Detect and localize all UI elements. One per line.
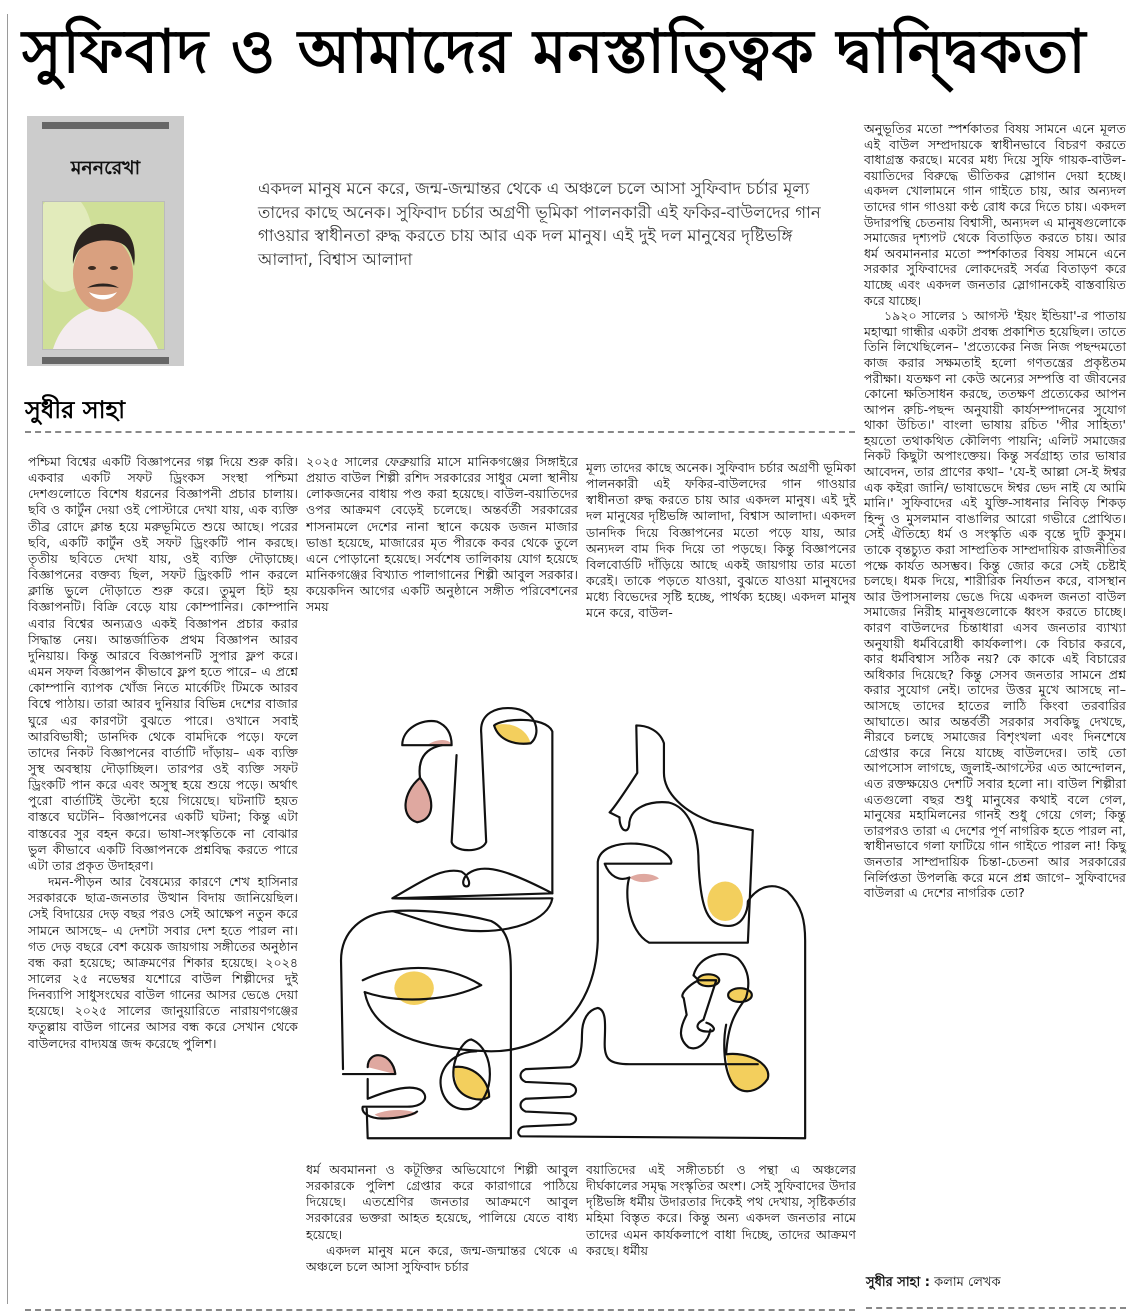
paragraph: ১৯২০ সালের ১ আগস্ট 'ইয়ং ইন্ডিয়া'-র পাতায় মহাত্মা গান্ধীর একটা প্রবন্ধ প্রকাশিত হয়েছিল। তাতে তিনি লিখেছিলেন– 'প্রত্যেকের নিজ নিজ পছন্দমতো কাজ করার সক্ষমতাই হলো গণতন্ত্রের প্রকৃষ্টতম পরীক্ষা। যতক্ষণ না কেউ অন্যের সম্পত্তি বা জীবনের কোনো ক্ষতিসাধন করছে, ততক্ষণ প্রত্যেকের আপন আপন রুচি-পছন্দ অনুযায়ী কার্যসম্পাদনের সুযোগ থাকা উচিত।' বাংলা ভাষায় রচিত 'পীর সাহিত্য' হয়তো তথাকথিত কৌলিণ্য পায়নি; এলিট সমাজের নিকট কিছুটা অপাংক্তেয়। কিন্তু সর্বগ্রাহ্য তার ভাষার আবেদন, তার প্রাণের কথা– 'যে-ই আল্লা সে-ই ঈশ্বর এক কইরা জানি/ ভাষাভেদে ঈশ্বর ভেদ নাই যে আমি মানি।' সুফিবাদের এই যুক্তি-সাধনার নিবিড় শিকড় হিন্দু ও মুসলমান বাঙালির আরো গভীরে প্রোথিত। সেই ঐতিহ্যে ধর্ম ও সংস্কৃতি এক বৃন্তে দুটি কুসুম। তাকে বৃন্তচ্যুত করা সাম্প্রতিক সাম্প্রদায়িক রাজনীতির পক্ষে কার্যত অসম্ভব। কিন্তু জোর করে সেই চেষ্টাই চলছে। ধমক দিয়ে, শারীরিক নির্যাতন করে, বাসস্থান আর উপাসনালয় ভেঙে দিয়ে একদল জনতা বাউল সমাজের নিরীহ মানুষগুলোকে ধ্বংস করতে চাচ্ছে। কারণ বাউলদের চিন্তাধারা এসব জনতার ব্যাখ্যা অনুযায়ী ধর্মবিরোধী কার্যকলাপ। কে বিচার করবে, কার ধর্মবিশ্বাস সঠিক নয়? কে কাকে এই বিচারের অধিকার দিয়েছে? কিন্তু সেসব জনতার সামনে প্রশ্ন করার সুযোগ নেই। তাদের উত্তর মুখে আসছে না– আসছে তাদের হাতের লাঠি কিংবা তরবারির আঘাতে। আর অন্তর্বর্তী সরকার সবকিছু দেখছে, নীরবে চলছে সমাজের বিশৃংখলা এবং দিনশেষে গ্রেপ্তার করে নিয়ে যাচ্ছে বাউলদের। তাই তো আপসোস লাগছে, জুলাই-আগস্টের এত আন্দোলন, এত রক্তক্ষয়েও দেশটি সবার হলো না। বাউল শিল্পীরা এতগুলো বছর শুধু মানুষের কথাই বলে গেল, মানুষের মহামিলনের গানই শুধু গেয়ে গেল; কিন্তু তারপরও তারা এ দেশের পূর্ণ নাগরিক হতে পারল না, স্বাধীনভাবে গলা ফাটিয়ে গান গাইতে পারল না! কিছু জনতার সাম্প্রদায়িক চিন্তা-চেতনা আর সরকারের নির্লিপ্ততা উপলব্ধি করে মনে প্রশ্ন জাগে– সুফিবাদের বাউলরা এ দেশের নাগরিক তো? bbox=[864, 308, 1126, 901]
pink-lip bbox=[629, 874, 659, 882]
byline-name: সুধীর সাহা : bbox=[866, 1275, 930, 1290]
badge-top-bar bbox=[42, 122, 169, 129]
paragraph: বয়াতিদের এই সঙ্গীতচর্চা ও পন্থা এ অঞ্চলের দীর্ঘকালের সমৃদ্ধ সংস্কৃতির অংশ। সেই সুফিবাদের উদার দৃষ্টিভঙ্গি ধর্মীয় উদারতার দিকেই পথ দেখায়, সৃষ্টিকর্তার মহিমা বিস্তৃত করে। কিন্তু অন্য একদল জনতার নামে তাদের এমন কার্যকলাপে বাধা দিচ্ছে, তাদের আক্রমণ করছে। ধর্মীয় bbox=[586, 1162, 856, 1258]
badge-bottom-bar bbox=[42, 357, 169, 364]
paragraph: মূল্য তাদের কাছে অনেক। সুফিবাদ চর্চার অগ্রণী ভূমিকা পালনকারী এই ফকির-বাউলদের গান গাওয়ার স্বাধীনতা রুদ্ধ করতে চায় আর একদল মানুষ। এই দুই দল মানুষের দৃষ্টিভঙ্গি আলাদা, বিশ্বাস আলাদা। একদল ডানদিক দিয়ে বিজ্ঞাপনের মতো পড়ে যায়, আর অন্যদল বাম দিক দিয়ে তা পড়ছে। কিন্তু বিজ্ঞাপনের বিলবোর্ডটি দাঁড়িয়ে আছে একই জায়গায় তার মতো করেই। তাকে পড়তে যাওয়া, বুঝতে যাওয়া মানুষদের মধ্যে বিভেদের সৃষ্টি হচ্ছে, পার্থক্য হচ্ছে। একদল মানুষ মনে করে, বাউল- bbox=[586, 460, 856, 621]
pink-teardrop bbox=[406, 778, 432, 822]
faces-line-art-icon bbox=[320, 684, 840, 1158]
yellow-circle-fill bbox=[454, 1067, 490, 1100]
paragraph: একদল মানুষ মনে করে, জন্ম-জন্মান্তর থেকে এ অঞ্চলে চলে আসা সুফিবাদ চর্চার bbox=[306, 1242, 578, 1274]
author-photo bbox=[42, 201, 165, 350]
paragraph: পশ্চিমা বিশ্বের একটি বিজ্ঞাপনের গল্প দিয়ে শুরু করি। একবার একটি সফট ড্রিংকস সংস্থা পশ্চিমা দেশগুলোতে বিশেষ ধরনের বিজ্ঞাপনী প্রচার চালায়। ছবি ও কার্টুন দেয়া ওই পোস্টারে দেখা যায়, এক ব্যক্তি তীব্র রোদে ক্লান্ত হয়ে মরুভূমিতে শুয়ে আছে। পরের ছবি, একটি কার্টুন ওই সফট ড্রিংকটি পান করছে। তৃতীয় ছবিতে দেখা যায়, ওই ব্যক্তি দৌড়াচ্ছে। বিজ্ঞাপনের বক্তব্য ছিল, সফট ড্রিংকটি পান করলে ক্লান্তি ভুলে দৌড়াতে শুরু করে। তুমুল হিট হয় বিজ্ঞাপনটি। বিক্রি বেড়ে যায় কোম্পানির। কোম্পানি এবার বিশ্বের অন্যত্রও একই বিজ্ঞাপন প্রচার করার সিদ্ধান্ত নেয়। আন্তর্জাতিক প্রথম বিজ্ঞাপন আরব দুনিয়ায়। কিন্তু আরবে বিজ্ঞাপনটি সুপার ফ্লপ করে। এমন সফল বিজ্ঞাপন কীভাবে ফ্লপ হতে পারে– এ প্রশ্নে কোম্পানি ব্যাপক খোঁজ নিতে মার্কেটিং টিমকে আরব বিশ্বে পাঠায়। তারা আরব দুনিয়ার বিভিন্ন দেশের বাজার ঘুরে এর কারণটা বুঝতে পারে। ওখানে সবাই আরবিভাষী; ডানদিক থেকে বামদিকে পড়ে। ফলে তাদের নিকট বিজ্ঞাপনের বার্তাটি দাঁড়ায়– এক ব্যক্তি সুস্থ অবস্থায় দৌড়াচ্ছিল। তারপর ওই ব্যক্তি সফট ড্রিংকটি পান করে এবং অসুস্থ হয়ে শুয়ে পড়ে। অর্থাৎ পুরো বার্তাটিই উল্টো হয়ে গিয়েছে। ঘটনাটি হয়ত বাস্তবে ঘটেনি– বিজ্ঞাপনের একটি ঘটনা; কিন্তু এটা বাস্তবের সুর বহন করে। ভাষা-সংস্কৃতিকে না বোঝার ভুল কীভাবে একটি বিজ্ঞাপনকে প্রশ্নবিদ্ধ করতে পারে এটা তার প্রকৃত উদাহরণ। bbox=[28, 454, 298, 873]
dashed-divider-bottom-left bbox=[25, 1309, 855, 1311]
page-left-rule bbox=[7, 14, 8, 1304]
article-title: সুফিবাদ ও আমাদের মনস্তাত্ত্বিক দ্বান্দ্বিকতা bbox=[22, 17, 1087, 87]
body-column-2-bottom bbox=[306, 1162, 578, 1302]
line-art-illustration bbox=[320, 684, 840, 1158]
author-byline bbox=[866, 1274, 1001, 1292]
yellow-eye-right bbox=[707, 882, 743, 922]
paragraph: অনুভূতির মতো স্পর্শকাতর বিষয় সামনে এনে মূলত এই বাউল সম্প্রদায়কে স্বাধীনভাবে বিচরণ করতে বাধাগ্রস্ত করছে। মবের মধ্য দিয়ে সুফি গায়ক-বাউল-বয়াতিদের বিরুদ্ধে ভীতিকর স্লোগান দেয়া হচ্ছে। একদল খোলামনে গান গাইতে চায়, আর অন্যদল তাদের গান গাওয়া কণ্ঠ রোধ করে দিতে চায়। একদল উদারপন্থি চেতনায় বিশ্বাসী, অন্যদল এ মানুষগুলোকে সমাজের দৃশ্যপট থেকে বিতাড়িত করতে চায়। আর ধর্ম অবমাননার মতো স্পর্শকাতর বিষয় সামনে এনে সরকার সুফিবাদের লোকদেরই সর্বত্র বিতাড়ণ করে যাচ্ছে এবং একদল জনতার স্লোগানকেই বাস্তবায়িত করে যাচ্ছে। bbox=[864, 121, 1126, 308]
body-column-4 bbox=[864, 121, 1126, 901]
column-badge bbox=[27, 116, 184, 366]
column-name: মননরেখা bbox=[70, 157, 141, 179]
byline-role: কলাম লেখক bbox=[934, 1275, 1001, 1290]
body-column-3-top bbox=[586, 460, 856, 680]
pull-quote: একদল মানুষ মনে করে, জন্ম-জন্মান্তর থেকে এ অঞ্চলে চলে আসা সুফিবাদ চর্চার মূল্য তাদের কাছে অনেক। সুফিবাদ চর্চার অগ্রণী ভূমিকা পালনকারী এই ফকির-বাউলদের গান গাওয়ার স্বাধীনতা রুদ্ধ করতে চায় আর এক দল মানুষ। এই দুই দল মানুষের দৃষ্টিভঙ্গি আলাদা, বিশ্বাস আলাদা bbox=[258, 179, 821, 269]
paragraph: ধর্ম অবমাননা ও কটূক্তির অভিযোগে শিল্পী আবুল সরকারকে পুলিশ গ্রেপ্তার করে কারাগারে পাঠিয়ে দিয়েছে। এতশ্রেণির জনতার আক্রমণে আবুল সরকারের ভক্তরা আহত হয়েছে, পালিয়ে যেতে বাধ্য হয়েছে। bbox=[306, 1162, 578, 1242]
body-column-2-top bbox=[306, 454, 578, 680]
paragraph: ২০২৫ সালের ফেব্রুয়ারি মাসে মানিকগঞ্জের সিঙ্গাইরে প্রয়াত বাউল শিল্পী রশিদ সরকারের সাধুর মেলা স্থানীয় লোকজনের বাধায় পণ্ড করা হয়েছে। বাউল-বয়াতিদের ওপর আক্রমণ বেড়েই চলেছে। অন্তর্বর্তী সরকারের শাসনামলে দেশের নানা স্থানে কয়েক ডজন মাজার ভাঙা হয়েছে, মাজারের মৃত পীরকে কবর থেকে তুলে এনে পোড়ানো হয়েছে। সর্বশেষ তালিকায় যোগ হয়েছে মানিকগঞ্জের বিখ্যাত পালাগানের শিল্পী আবুল সরকার। কয়েকদিন আগের একটি অনুষ্ঠানে সঙ্গীত পরিবেশনের সময় bbox=[306, 454, 578, 615]
author-portrait-icon bbox=[43, 202, 164, 349]
body-column-1 bbox=[28, 454, 298, 1302]
body-column-3-bottom bbox=[586, 1162, 856, 1302]
author-name: সুধীর সাহা bbox=[25, 395, 126, 424]
dashed-divider-top bbox=[25, 431, 855, 433]
paragraph: দমন-পীড়ন আর বৈষম্যের কারণে শেখ হাসিনার সরকারকে ছাত্র-জনতার উত্থান বিদায় জানিয়েছিল। সেই বিদায়ের দেড় বছর পরও সেই আক্ষেপ নতুন করে সামনে আসছে– এ দেশটা সবার দেশ হতে পারল না। গত দেড় বছরে বেশ কয়েক জায়গায় সঙ্গীতের অনুষ্ঠান বন্ধ করা হয়েছে; আক্রমণের শিকার হয়েছে। ২০২৪ সালের ২৫ নভেম্বর যশোরে বাউল শিল্পীদের দুই দিনব্যাপি সাধুসংঘের বাউল গানের আসর ভেঙে দেয়া হয়েছে। ২০২৫ সালের জানুয়ারিতে নারায়ণগঞ্জের ফতুল্লায় বাউল গানের আসর বন্ধ করে সেখান থেকে বাউলদের বাদ্যযন্ত্র জব্দ করেছে পুলিশ। bbox=[28, 874, 298, 1051]
dashed-divider-bottom-right bbox=[866, 1307, 1126, 1309]
